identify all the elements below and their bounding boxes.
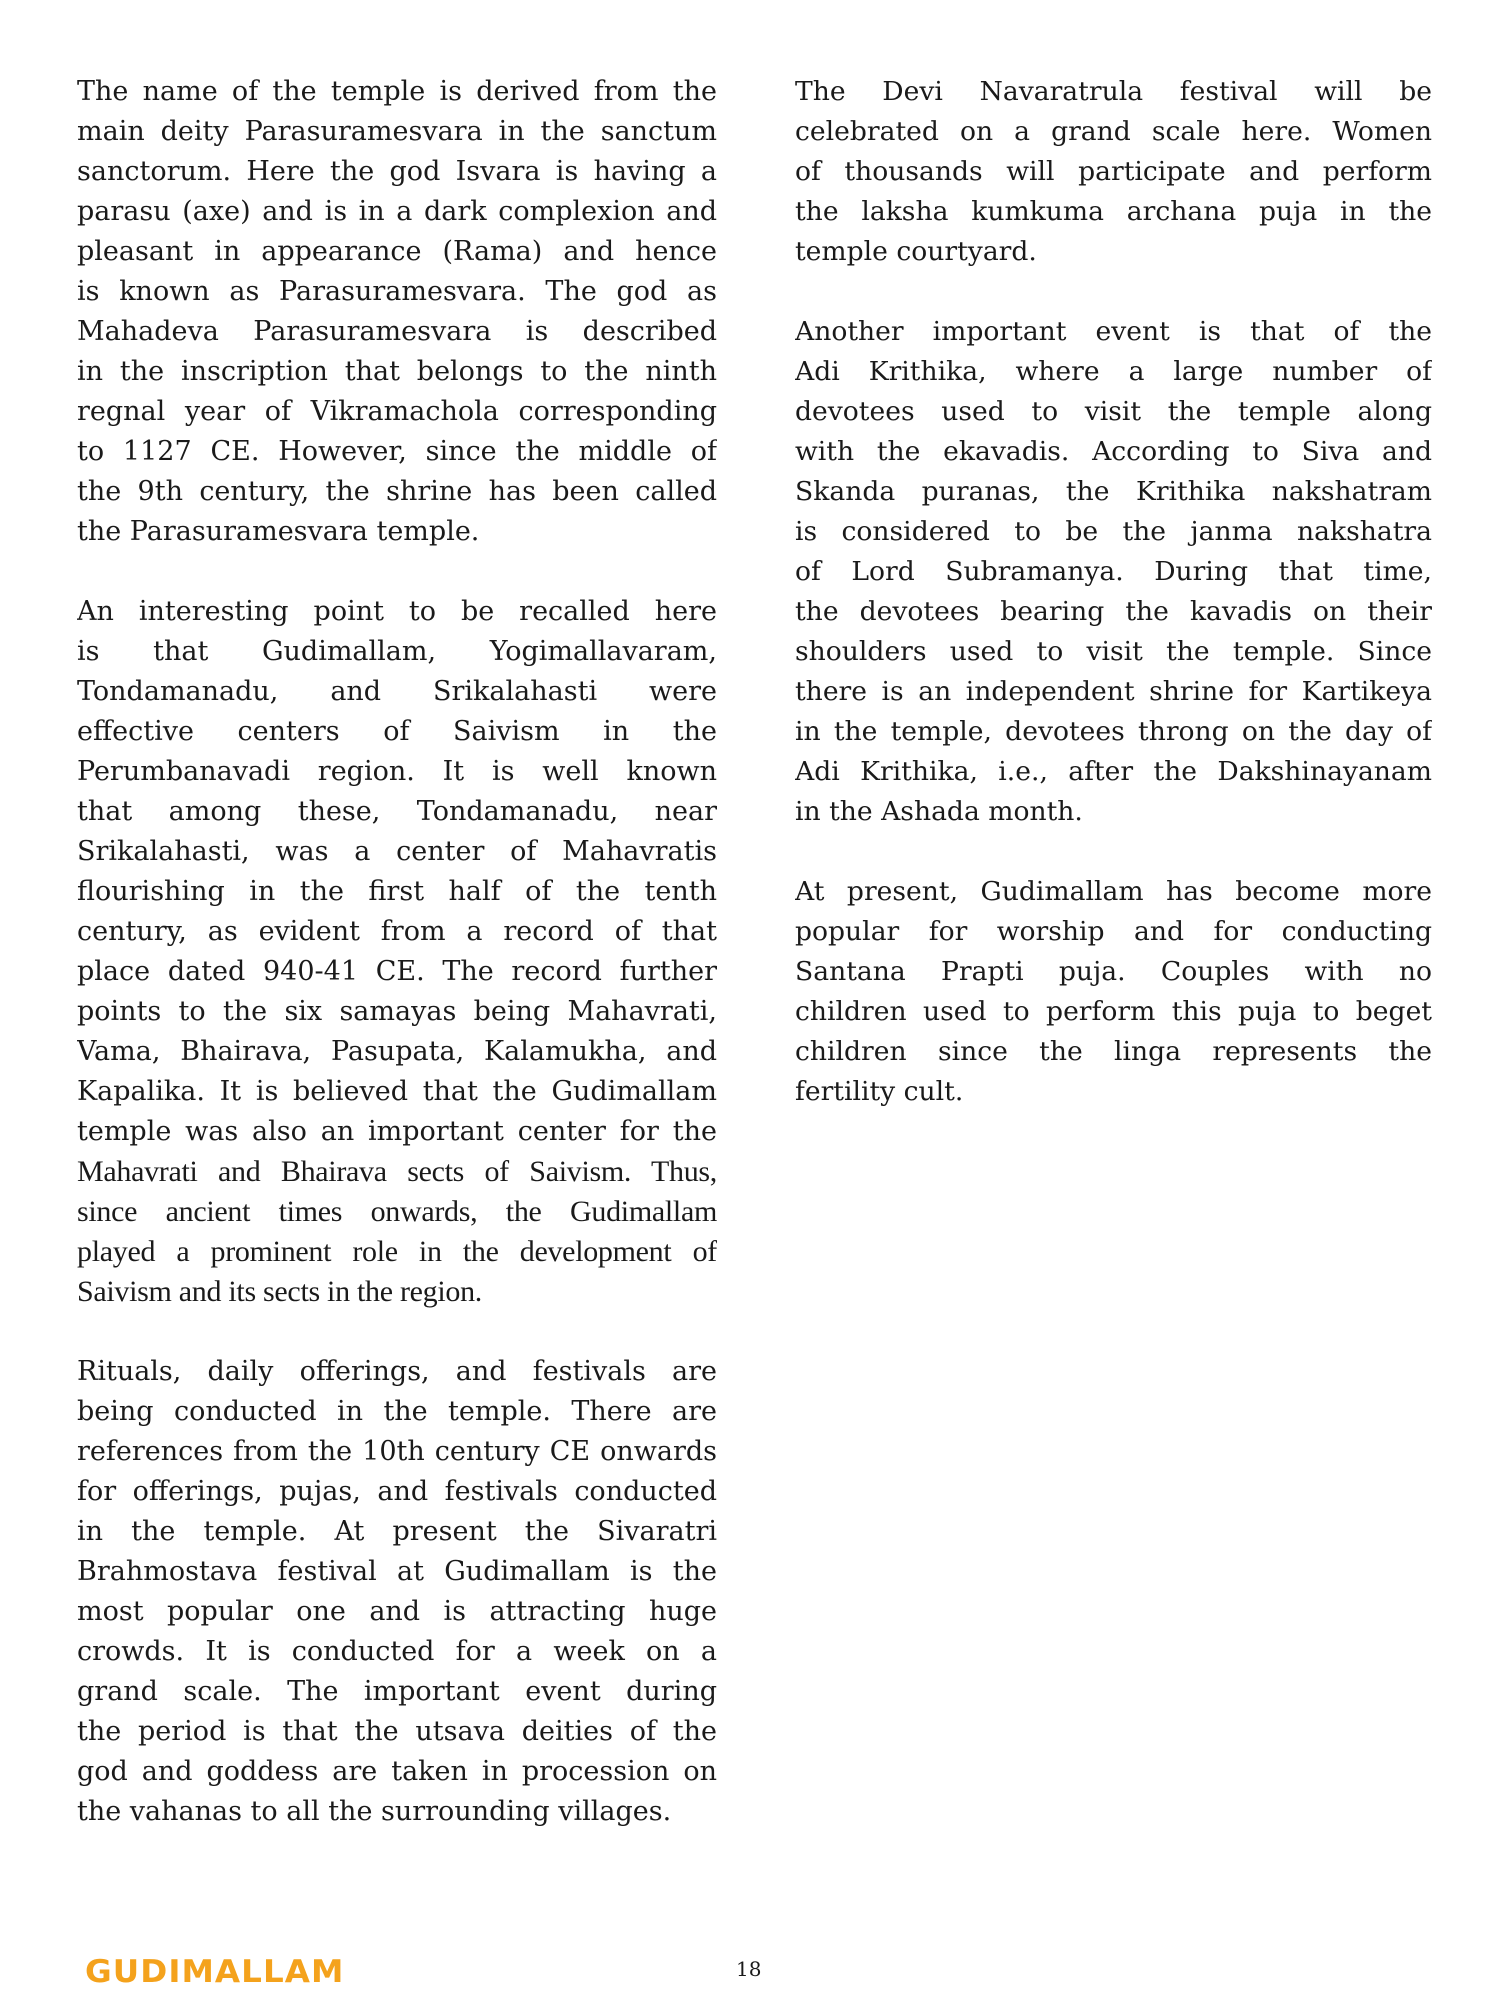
text-line: in the Ashada month. — [795, 796, 1083, 827]
text-line: fertility cult. — [795, 1076, 964, 1107]
text-line: the period is that the utsava deities of the — [77, 1716, 717, 1747]
text-line: temple was also an important center for the — [77, 1116, 717, 1147]
text-line: with the ekavadis. According to Siva and — [795, 436, 1432, 467]
text-line: being conducted in the temple. There are — [77, 1396, 717, 1427]
text-line: to 1127 CE. However, since the middle of — [77, 436, 717, 467]
text-line: the vahanas to all the surrounding villages. — [77, 1796, 672, 1827]
text-line: Tondamanadu, and Srikalahasti were — [77, 676, 717, 707]
text-line: in the inscription that belongs to the ninth — [77, 356, 717, 387]
paragraph — [77, 592, 717, 1312]
text-line: At present, Gudimallam has become more — [795, 876, 1432, 907]
text-line: of thousands will participate and perform — [795, 156, 1432, 187]
text-line: is that Gudimallam, Yogimallavaram, — [77, 636, 717, 667]
text-line: there is an independent shrine for Kartikeya — [795, 676, 1432, 707]
text-line: popular for worship and for conducting — [795, 916, 1432, 947]
text-line: the 9th century, the shrine has been called — [77, 476, 717, 507]
right-column — [795, 72, 1432, 1152]
text-line: since ancient times onwards, the Gudimallam — [77, 1195, 717, 1228]
paragraph — [77, 72, 717, 552]
text-line: The name of the temple is derived from the — [77, 76, 717, 107]
text-line: most popular one and is attracting huge — [77, 1596, 717, 1627]
paragraph — [795, 312, 1432, 832]
text-line: celebrated on a grand scale here. Women — [795, 116, 1432, 147]
left-column — [77, 72, 717, 1872]
text-line: the devotees bearing the kavadis on their — [795, 596, 1432, 627]
text-line: Rituals, daily offerings, and festivals are — [77, 1356, 717, 1387]
text-line: pleasant in appearance (Rama) and hence — [77, 236, 717, 267]
text-line: is considered to be the janma nakshatra — [795, 516, 1432, 547]
text-line: Santana Prapti puja. Couples with no — [795, 956, 1432, 987]
paragraph — [77, 1352, 717, 1832]
text-line: temple courtyard. — [795, 236, 1037, 267]
text-line: regnal year of Vikramachola corresponding — [77, 396, 717, 427]
text-line: Another important event is that of the — [795, 316, 1432, 347]
text-line: points to the six samayas being Mahavrati, — [77, 996, 717, 1027]
gudimallam-logo: GUDIMALLAM — [85, 1954, 345, 1990]
text-line: place dated 940-41 CE. The record further — [77, 956, 717, 987]
text-line: Kapalika. It is believed that the Gudimallam — [77, 1076, 717, 1107]
text-line: flourishing in the first half of the tenth — [77, 876, 717, 907]
text-line: played a prominent role in the development of — [77, 1235, 717, 1268]
text-line: children since the linga represents the — [795, 1036, 1432, 1067]
text-line: effective centers of Saivism in the — [77, 716, 717, 747]
text-line: Adi Krithika, where a large number of — [795, 356, 1432, 387]
text-line: parasu (axe) and is in a dark complexion and — [77, 196, 717, 227]
text-line: is known as Parasuramesvara. The god as — [77, 276, 717, 307]
text-line: Srikalahasti, was a center of Mahavratis — [77, 836, 717, 867]
text-line: Mahadeva Parasuramesvara is described — [77, 316, 717, 347]
text-line: grand scale. The important event during — [77, 1676, 717, 1707]
text-line: Perumbanavadi region. It is well known — [77, 756, 717, 787]
text-line: Mahavrati and Bhairava sects of Saivism. Thus, — [77, 1155, 717, 1188]
text-line: in the temple, devotees throng on the day of — [795, 716, 1432, 747]
text-line: Saivism and its sects in the region. — [77, 1275, 482, 1308]
text-line: crowds. It is conducted for a week on a — [77, 1636, 717, 1667]
text-line: children used to perform this puja to beget — [795, 996, 1432, 1027]
text-line: Adi Krithika, i.e., after the Dakshinayanam — [795, 756, 1432, 787]
text-line: god and goddess are taken in procession on — [77, 1756, 717, 1787]
text-line: The Devi Navaratrula festival will be — [795, 76, 1432, 107]
text-line: the Parasuramesvara temple. — [77, 516, 480, 547]
text-line: main deity Parasuramesvara in the sanctum — [77, 116, 717, 147]
text-line: for offerings, pujas, and festivals conducted — [77, 1476, 717, 1507]
text-line: An interesting point to be recalled here — [77, 596, 717, 627]
text-line: Skanda puranas, the Krithika nakshatram — [795, 476, 1432, 507]
text-line: that among these, Tondamanadu, near — [77, 796, 717, 827]
text-line: sanctorum. Here the god Isvara is having a — [77, 156, 717, 187]
page-number: 18 — [736, 1957, 762, 1981]
text-line: the laksha kumkuma archana puja in the — [795, 196, 1432, 227]
text-line: century, as evident from a record of that — [77, 916, 717, 947]
text-line: shoulders used to visit the temple. Since — [795, 636, 1432, 667]
paragraph — [795, 872, 1432, 1112]
paragraph — [795, 72, 1432, 272]
text-line: references from the 10th century CE onwards — [77, 1436, 717, 1467]
text-line: devotees used to visit the temple along — [795, 396, 1432, 427]
text-line: of Lord Subramanya. During that time, — [795, 556, 1432, 587]
text-line: Vama, Bhairava, Pasupata, Kalamukha, and — [77, 1036, 717, 1067]
text-line: in the temple. At present the Sivaratri — [77, 1516, 717, 1547]
text-line: Brahmostava festival at Gudimallam is the — [77, 1556, 717, 1587]
